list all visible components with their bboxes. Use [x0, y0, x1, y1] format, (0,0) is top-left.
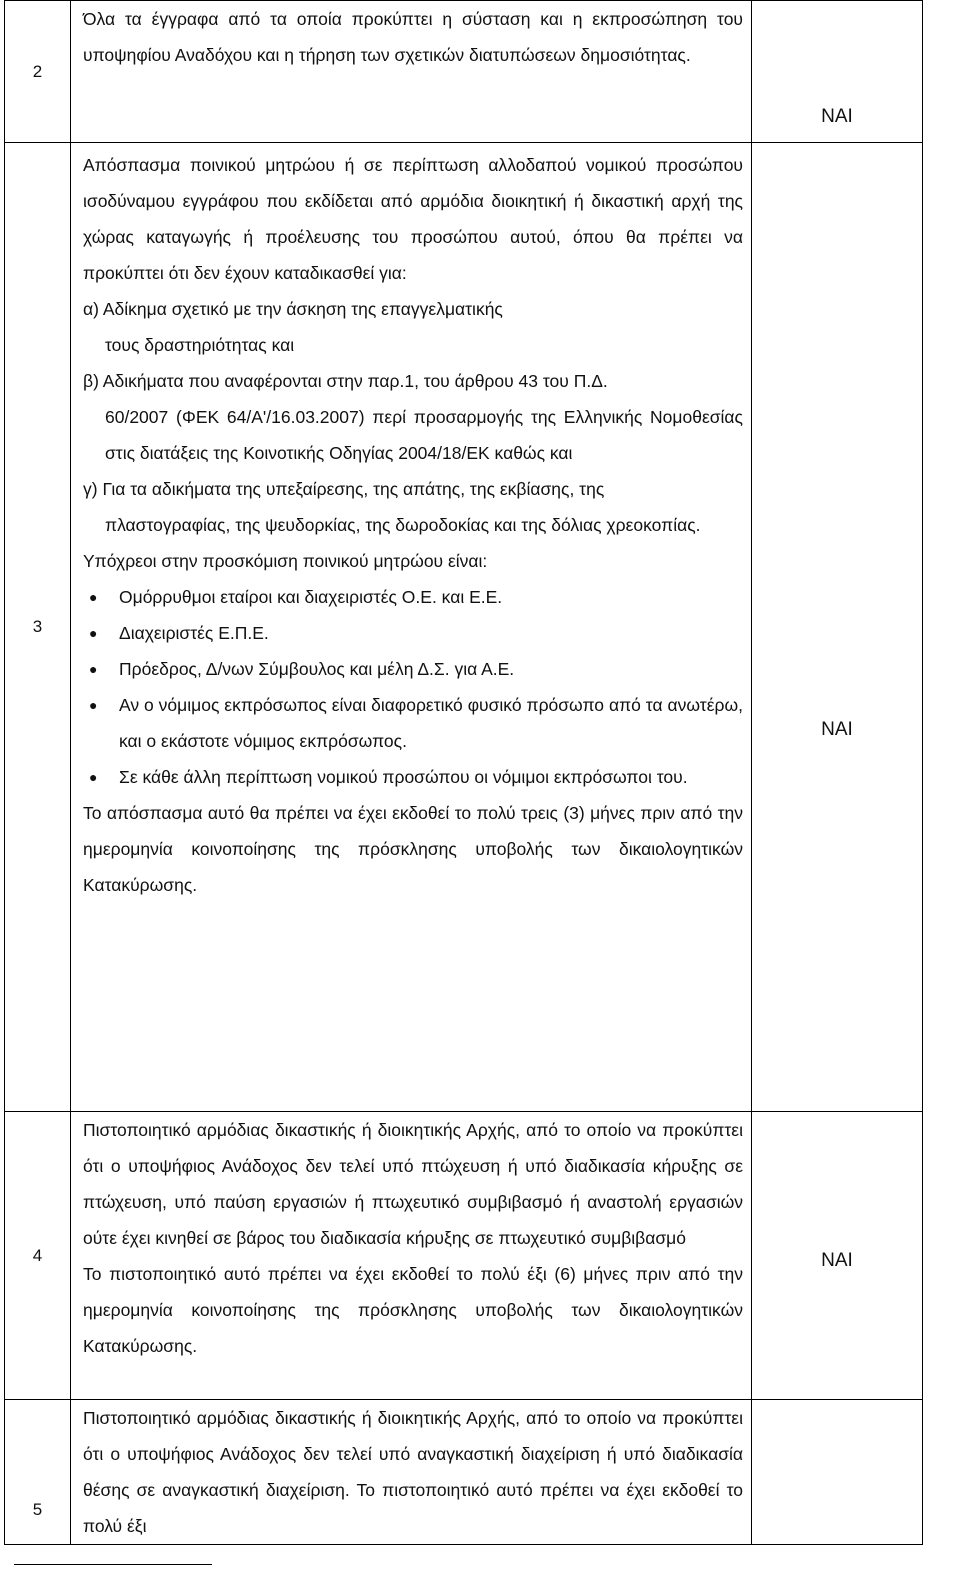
bullet-icon: ● [89, 697, 98, 713]
obligated-intro: Υπόχρεοι στην προσκόμιση ποινικού μητρώου είναι: [83, 551, 488, 571]
table-row [5, 1400, 923, 1545]
item-first-line: α) Αδίκημα σχετικό με την άσκηση της επαγγελματικής [83, 299, 503, 319]
description-text: Πιστοποιητικό αρμόδιας δικαστικής ή διοικητικής Αρχής, από το οποίο να προκύπτει ότι ο υποψήφιος Ανάδοχος δεν τελεί υπό πτώχευση ή υπό διαδικασία κήρυξης σε πτώχευση, υπό παύση εργασιών ή πτωχευτικό συμβιβασμό ή αναστολή εργασιών ούτε έχει κινηθεί σε βάρος του διαδικασία κήρυξης σε πτωχευτικό συμβιβασμό [83, 1120, 743, 1248]
list-item [83, 363, 743, 471]
row-number: 2 [5, 1, 71, 143]
obligated-list [83, 579, 743, 795]
description-text: Όλα τα έγγραφα από τα οποία προκύπτει η σύσταση και η εκπροσώπηση του υποψηφίου Αναδόχου και η τήρηση των σχετικών διατυπώσεων δημοσιότητας. [83, 9, 743, 65]
bullet-icon: ● [89, 661, 98, 677]
answer-text: ΝΑΙ [821, 719, 853, 740]
answer-text: ΝΑΙ [821, 106, 853, 127]
list-item: ● Αν ο νόμιμος εκπρόσωπος είναι διαφορετικό φυσικό πρόσωπο από τα ανωτέρω, και ο εκάστοτε νόμιμος εκπρόσωπος. [83, 687, 743, 759]
row-description [71, 1400, 752, 1545]
row-description [71, 1, 752, 143]
answer-text: ΝΑΙ [821, 1250, 853, 1271]
item-continuation: τους δραστηριότητας και [105, 335, 295, 355]
description-text: Πιστοποιητικό αρμόδιας δικαστικής ή διοικητικής Αρχής, από το οποίο να προκύπτει ότι ο υποψήφιος Ανάδοχος δεν τελεί υπό αναγκαστική διαχείριση ή υπό διαδικασία θέσης σε αναγκαστική διαχείριση. Το πιστοποιητικό αυτό πρέπει να έχει εκδοθεί το πολύ έξι [83, 1408, 743, 1536]
item-first-line: γ) Για τα αδικήματα της υπεξαίρεσης, της απάτης, της εκβίασης, της [83, 479, 605, 499]
row-description [71, 143, 752, 1112]
list-item: ● Πρόεδρος, Δ/νων Σύμβουλος και μέλη Δ.Σ. για Α.Ε. [83, 651, 743, 687]
description-text-2: Το πιστοποιητικό αυτό πρέπει να έχει εκδοθεί το πολύ έξι (6) μήνες πριν από την ημερομηνία κοινοποίησης της πρόσκλησης υποβολής των δικαιολογητικών Κατακύρωσης. [83, 1264, 743, 1356]
row-description [71, 1112, 752, 1400]
bullet-icon: ● [89, 625, 98, 641]
bullet-icon: ● [89, 589, 98, 605]
list-item: ● Διαχειριστές Ε.Π.Ε. [83, 615, 743, 651]
item-first-line: β) Αδικήματα που αναφέρονται στην παρ.1, του άρθρου 43 του Π.Δ. [83, 371, 608, 391]
list-item: ● Ομόρρυθμοι εταίροι και διαχειριστές Ο.Ε. και Ε.Ε. [83, 579, 743, 615]
row-answer [752, 1400, 923, 1545]
item-continuation: πλαστογραφίας, της ψευδορκίας, της δωροδοκίας και της δόλιας χρεοκοπίας. [105, 515, 701, 535]
table-row [5, 1112, 923, 1400]
list-item: ● Σε κάθε άλλη περίπτωση νομικού προσώπου οι νόμιμοι εκπρόσωποι του. [83, 759, 743, 795]
row-answer [752, 1, 923, 143]
row-number: 5 [5, 1400, 71, 1545]
row-number: 3 [5, 143, 71, 1112]
row-number: 4 [5, 1112, 71, 1400]
list-item [83, 471, 743, 543]
item-continuation: 60/2007 (ΦΕΚ 64/Α'/16.03.2007) περί προσαρμογής της Ελληνικής Νομοθεσίας στις διατάξεις της Κοινοτικής Οδηγίας 2004/18/ΕΚ καθώς και [105, 407, 743, 463]
table-row [5, 1, 923, 143]
requirements-table [4, 0, 923, 1545]
description-intro: Απόσπασμα ποινικού μητρώου ή σε περίπτωση αλλοδαπού νομικού προσώπου ισοδύναμου εγγράφου που εκδίδεται από αρμόδια διοικητική ή δικαστική αρχή της χώρας καταγωγής ή προέλευσης του προσώπου αυτού, όπου θα πρέπει να προκύπτει ότι δεν έχουν καταδικασθεί για: [83, 155, 743, 283]
table-row [5, 143, 923, 1112]
footnote-divider [14, 1564, 212, 1565]
list-item [83, 291, 743, 363]
row-answer [752, 1112, 923, 1400]
row-answer [752, 143, 923, 1112]
description-closing: Το απόσπασμα αυτό θα πρέπει να έχει εκδοθεί το πολύ τρεις (3) μήνες πριν από την ημερομηνία κοινοποίησης της πρόσκλησης υποβολής των δικαιολογητικών Κατακύρωσης. [83, 803, 743, 895]
bullet-icon: ● [89, 769, 98, 785]
